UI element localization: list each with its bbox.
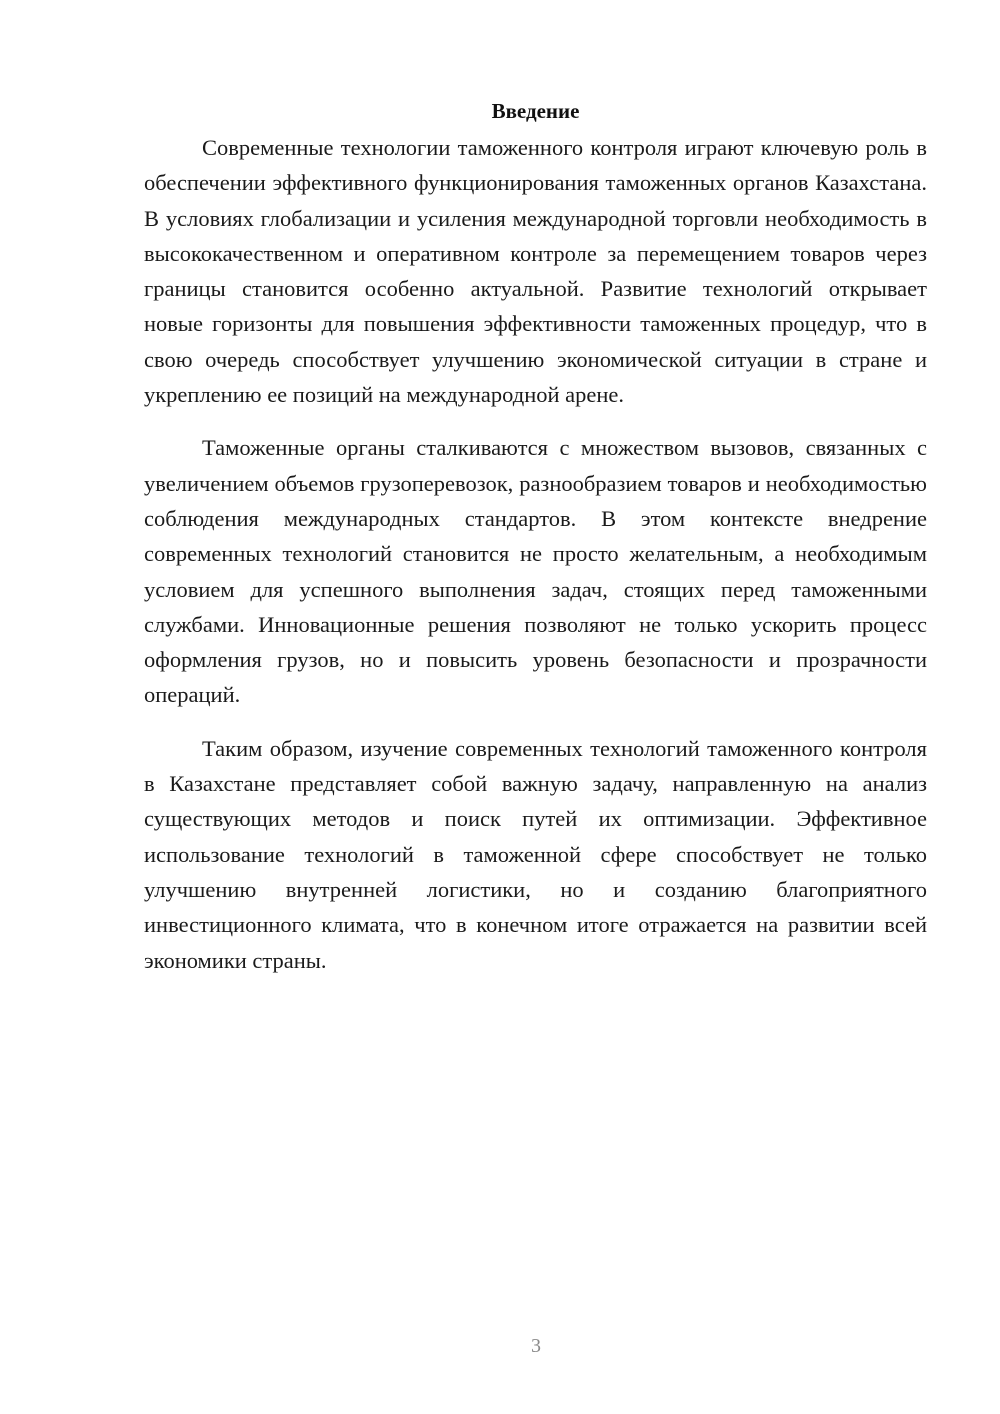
section-heading: Введение — [491, 99, 580, 123]
page-number: 3 — [531, 1335, 541, 1357]
page-content — [144, 96, 927, 978]
paragraph-2: Таможенные органы сталкиваются с множеством вызовов, связанных с увеличением объемов грузоперевозок, разнообразием товаров и необходимостью соблюдения международных стандартов. В этом контексте внедрение современных технологий становится не просто желательным, а необходимым условием для успешного выполнения задач, стоящих перед таможенными службами. Инновационные решения позволяют не только ускорить процесс оформления грузов, но и повысить уровень безопасности и прозрачности операций. — [144, 435, 927, 708]
paragraph-1: Современные технологии таможенного контроля играют ключевую роль в обеспечении эффективного функционирования таможенных органов Казахстана. В условиях глобализации и усиления международной торговли необходимость в высококачественном и оперативном контроле за перемещением товаров через границы становится особенно актуальной. Развитие технологий открывает новые горизонты для повышения эффективности таможенных процедур, что в свою очередь способствует улучшению экономической ситуации в стране и укреплению ее позиций на международной арене. — [144, 135, 927, 408]
paragraph-3: Таким образом, изучение современных технологий таможенного контроля в Казахстане представляет собой важную задачу, направленную на анализ существующих методов и поиск путей их оптимизации. Эффективное использование технологий в таможенной сфере способствует не только улучшению внутренней логистики, но и созданию благоприятного инвестиционного климата, что в конечном итоге отражается на развитии всей экономики страны. — [144, 735, 927, 973]
